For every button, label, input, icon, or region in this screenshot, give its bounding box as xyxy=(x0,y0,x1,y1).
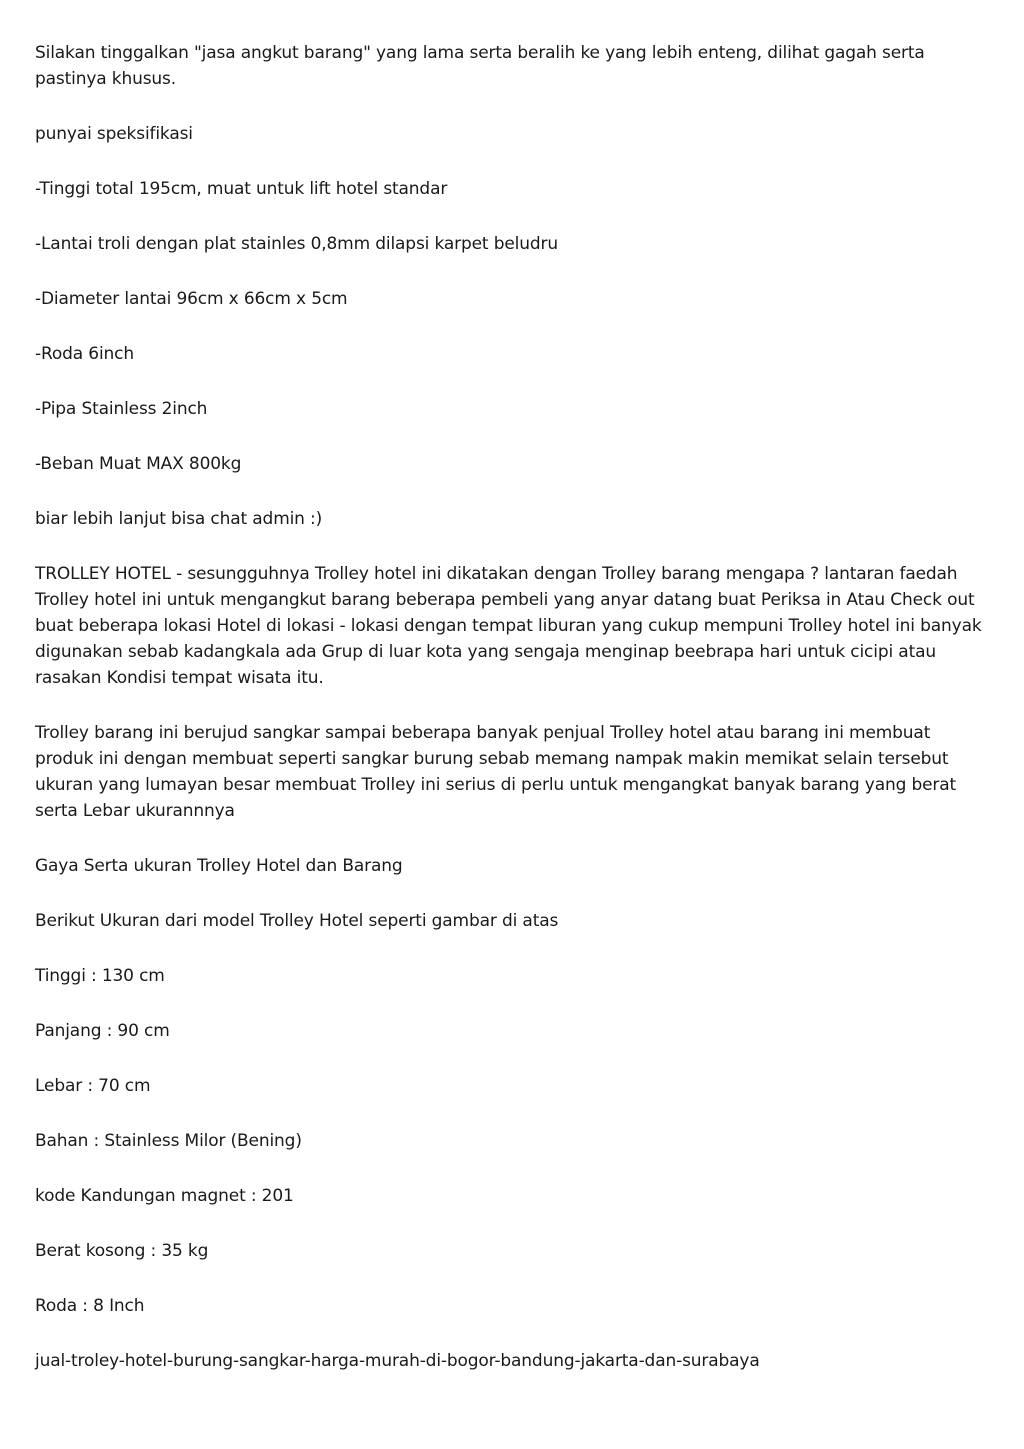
spec-item-wheel: -Roda 6inch xyxy=(35,344,134,364)
size-item-magnet-code: kode Kandungan magnet : 201 xyxy=(35,1186,294,1206)
trolley-barang-paragraph: Trolley barang ini berujud sangkar sampai beberapa banyak penjual Trolley hotel atau barang ini membuat produk ini dengan membuat seperti sangkar burung sebab memang nampak makin memikat selain tersebut ukuran yang lumayan besar membuat Trolley ini serius di perlu untuk mengangkat banyak barang yang berat serta Lebar ukurannnya xyxy=(35,723,957,821)
spec-heading: punyai speksifikasi xyxy=(35,124,193,144)
spec-item-load: -Beban Muat MAX 800kg xyxy=(35,454,242,474)
size-item-material: Bahan : Stainless Milor (Bening) xyxy=(35,1131,302,1151)
document-body xyxy=(35,40,990,1403)
spec-item-floor: -Lantai troli dengan plat stainles 0,8mm dilapsi karpet beludru xyxy=(35,234,558,254)
size-item-weight: Berat kosong : 35 kg xyxy=(35,1241,209,1261)
slug-text: jual-troley-hotel-burung-sangkar-harga-murah-di-bogor-bandung-jakarta-dan-surabaya xyxy=(35,1351,760,1371)
size-item-height: Tinggi : 130 cm xyxy=(35,966,165,986)
trolley-hotel-paragraph: TROLLEY HOTEL - sesungguhnya Trolley hotel ini dikatakan dengan Trolley barang mengapa ? lantaran faedah Trolley hotel ini untuk mengangkut barang beberapa pembeli yang anyar datang buat Periksa in Atau Check out buat beberapa lokasi Hotel di lokasi - lokasi dengan tempat liburan yang cukup mempuni Trolley hotel ini banyak digunakan sebab kadangkala ada Grup di luar kota yang sengaja menginap beebrapa hari untuk cicipi atau rasakan Kondisi tempat wisata itu. xyxy=(35,564,982,688)
spec-item-diameter: -Diameter lantai 96cm x 66cm x 5cm xyxy=(35,289,348,309)
intro-paragraph: Silakan tinggalkan "jasa angkut barang" yang lama serta beralih ke yang lebih enteng, dilihat gagah serta pastinya khusus. xyxy=(35,43,925,89)
spec-item-height: -Tinggi total 195cm, muat untuk lift hotel standar xyxy=(35,179,448,199)
size-section-heading: Gaya Serta ukuran Trolley Hotel dan Barang xyxy=(35,856,403,876)
size-item-wheel: Roda : 8 Inch xyxy=(35,1296,145,1316)
size-item-length: Panjang : 90 cm xyxy=(35,1021,170,1041)
size-intro: Berikut Ukuran dari model Trolley Hotel seperti gambar di atas xyxy=(35,911,559,931)
size-item-width: Lebar : 70 cm xyxy=(35,1076,151,1096)
contact-note: biar lebih lanjut bisa chat admin :) xyxy=(35,509,323,529)
spec-item-pipe: -Pipa Stainless 2inch xyxy=(35,399,208,419)
